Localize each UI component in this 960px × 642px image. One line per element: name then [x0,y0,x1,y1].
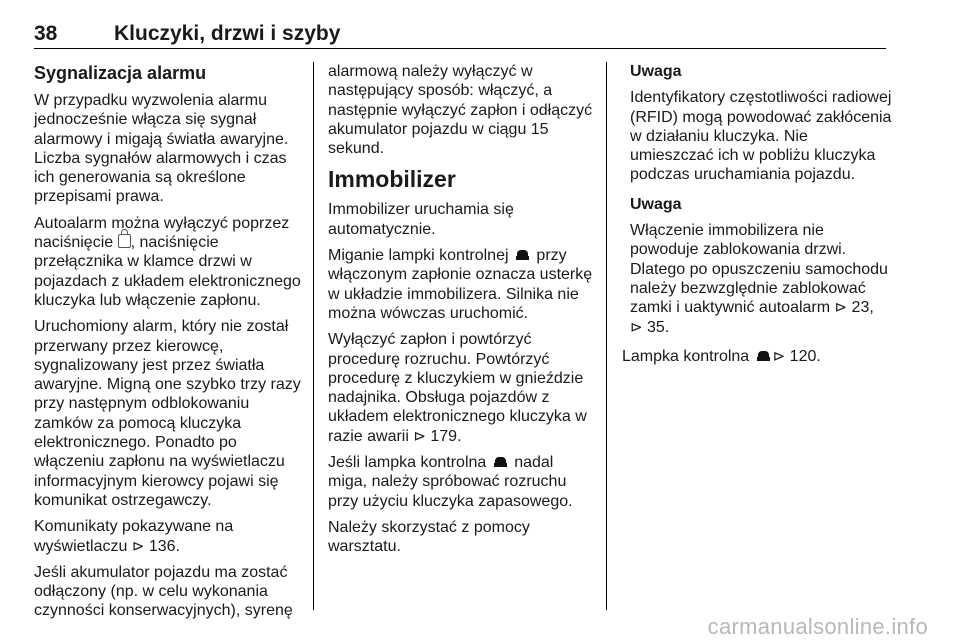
paragraph: alarmową należy wyłączyć w następujący sposób: włączyć, a następnie wyłączyć zapłon i odłączyć akumulator pojazdu w ciągu 15 sekund. [328,63,593,158]
column-2 [328,62,596,564]
watermark: carmanualsonline.info [707,614,928,639]
chapter-title: Kluczyki, drzwi i szyby [114,22,341,45]
page-ref-link[interactable]: 120. [785,347,821,365]
paragraph: W przypadku wyzwolenia alarmu jednocześnie włącza się sygnał alarmowy i migają światła awaryjne. Liczba sygnałów alarmowych i czas ich generowania są określone przepisami prawa. [34,92,289,206]
page-ref-link[interactable]: 23, [847,299,874,317]
page-ref-arrow-icon: ⊳ [131,537,145,555]
page-ref-arrow-icon: ⊳ [413,427,426,445]
page-ref-link[interactable]: 136. [144,537,180,555]
header-rule [34,48,886,49]
page-ref-link[interactable]: 35. [642,318,670,336]
paragraph: Uruchomiony alarm, który nie został przerwany przez kierowcę, sygnalizowany jest przez światła awaryjne. Migną one szybko trzy razy przy następnym odblokowaniu zamków za pomocą kluczyka elektronicznego. Ponadto po włączeniu zapłonu na wyświetlaczu informacyjnym kierowcy pojawi się komunikat ostrzegawczy. [34,318,301,509]
immobilizer-lamp-icon [757,351,770,362]
paragraph: Lampka kontrolna ⊳ 120. [622,347,821,365]
paragraph: Autoalarm można wyłączyć poprzez naciśnięcie , naciśnięcie przełącznika w klamce drzwi w pojazdach z układem elektronicznego kluczyka lub włączenie zapłonu. [34,214,301,309]
note-box-rfid [622,62,892,185]
paragraph: Wyłączyć zapłon i powtórzyć procedurę rozruchu. Powtórzyć procedurę z kluczykiem w gnieździe nadajnika. Obsługa pojazdów z układem elektronicznego kluczyka w razie awarii ⊳ 179. [328,331,587,445]
lock-icon [118,234,131,248]
column-divider-2 [606,62,607,610]
note-box-doors [622,195,892,337]
immobilizer-lamp-icon [494,457,507,468]
immobilizer-lamp-icon [516,250,529,261]
paragraph: Immobilizer uruchamia się automatycznie. [328,201,514,238]
paragraph: Należy skorzystać z pomocy warsztatu. [328,518,530,556]
page-ref-arrow-icon: ⊳ [630,318,643,336]
page-ref-link[interactable]: 179. [425,427,462,445]
page-ref-arrow-icon: ⊳ [772,347,786,365]
page-ref-arrow-icon: ⊳ [834,299,848,317]
paragraph: Jeśli akumulator pojazdu ma zostać odłączony (np. w celu wykonania czynności konserwacyjnych), syrenę [34,563,293,620]
paragraph: Miganie lampki kontrolnej przy włączonym zapłonie oznacza usterkę w układzie immobilizera. Silnika nie można wówczas uruchomić. [328,247,593,322]
note-text: Identyfikatory częstotliwości radiowej (RFID) mogą powodować zakłócenia w działaniu kluczyka. Nie umieszczać ich w pobliżu kluczyka podczas uruchamiania pojazdu. [630,89,892,184]
column-1 [34,62,304,628]
paragraph: Jeśli lampka kontrolna nadal miga, należy spróbować rozruchu przy użyciu kluczyka zapasowego. [328,454,573,510]
note-title: Uwaga [630,195,682,213]
page-number: 38 [34,22,58,45]
note-text: Włączenie immobilizera nie powoduje zablokowania drzwi. Dlatego po opuszczeniu samochodu należy bezwzględnie zablokować zamki i uaktywnić autoalarm ⊳ 23, ⊳ 35. [630,222,888,336]
column-3 [622,62,892,373]
section-heading-alarm: Sygnalizacja alarmu [34,63,207,83]
column-divider-1 [313,62,314,610]
note-title: Uwaga [630,63,682,80]
paragraph: Komunikaty pokazywane na wyświetlaczu ⊳ 136. [34,518,234,555]
section-heading-immobilizer: Immobilizer [328,166,456,193]
